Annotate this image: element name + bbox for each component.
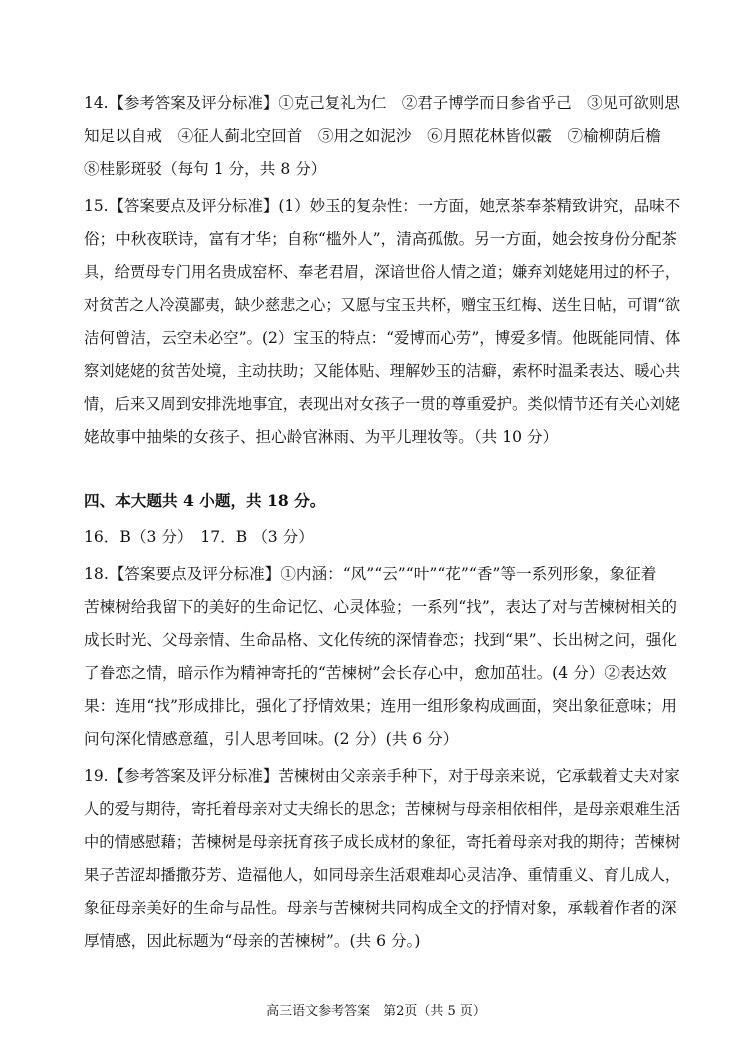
q19-line-4: 果子苦涩却播撒芬芳、造福他人，如同母亲生活艰难却心灵洁净、重情重义、育儿成人， [84, 866, 681, 884]
answer-q16-q17: 16．B（3 分） 17．B （3 分） [84, 528, 314, 546]
q18-line-4: 了眷恋之情，暗示作为精神寄托的“苦楝树”会长存心中，愈加茁壮。(4 分）②表达效 [84, 664, 667, 682]
q19-line-6: 厚情感，因此标题为“母亲的苦楝树”。(共 6 分。) [84, 932, 421, 950]
q15-line-5: 洁何曾洁，云空未必空”。(2）宝玉的特点：“爱博而心劳”，博爱多情。他既能同情、体 [84, 329, 681, 347]
q19-line-3: 中的情感慰藉；苦楝树是母亲抚育孩子成长成材的象征，寄托着母亲对我的期待；苦楝树 [84, 833, 681, 851]
q15-line-6: 察刘姥姥的贫苦处境，主动扶助；又能体贴、理解妙玉的洁癖，索杯时温柔表达、暖心共 [84, 362, 681, 380]
q15-line-3: 具，给贾母专门用名贵成窑杯、奉老君眉，深谙世俗人情之道；嫌弃刘姥姥用过的杯子， [84, 263, 681, 281]
q18-line-2: 苦楝树给我留下的美好的生命记忆、心灵体验；一系列“找”，表达了对与苦楝树相关的 [84, 598, 677, 616]
q18-line-5: 果：连用“找”形成排比，强化了抒情效果；连用一组形象构成画面，突出象征意味；用 [84, 697, 677, 715]
q14-line-2: 知足以自戒 ④征人蓟北空回首 ⑤用之如泥沙 ⑥月照花林皆似霰 ⑦榆柳荫后檐 [84, 127, 661, 145]
q18-line-6: 问句深化情感意蕴，引人思考回味。(2 分）(共 6 分） [84, 730, 459, 748]
q15-line-4: 对贫苦之人冷漠鄙夷，缺少慈悲之心；又愿与宝玉共杯，赠宝玉红梅、送生日帖，可谓“欲 [84, 296, 681, 314]
q19-line-2: 人的爱与期待，寄托着母亲对丈夫绵长的思念；苦楝树与母亲相依相伴，是母亲艰难生活 [84, 800, 681, 818]
q15-line-8: 姥故事中抽柴的女孩子、担心龄官淋雨、为平儿理妆等。（共 10 分） [84, 428, 559, 446]
q18-line-3: 成长时光、父母亲情、生命品格、文化传统的深情眷恋；找到“果”、长出树之问，强化 [84, 631, 677, 649]
q15-line-1: 15.【答案要点及评分标准】(1）妙玉的复杂性：一方面，她烹茶奉茶精致讲究，品味不 [84, 197, 681, 215]
q14-line-3: ⑧桂影斑驳（每句 1 分，共 8 分） [84, 160, 327, 178]
q18-line-1: 18.【答案要点及评分标准】①内涵：“风”“云”“叶”“花”“香”等一系列形象，象征着 [84, 565, 657, 583]
section-4-heading: 四、本大题共 4 小题，共 18 分。 [84, 491, 326, 510]
q19-line-5: 象征母亲美好的生命与品性。母亲与苦楝树共同构成全文的抒情对象，承载着作者的深 [84, 899, 677, 917]
q14-line-1: 14.【参考答案及评分标准】①克己复礼为仁 ②君子博学而日参省乎己 ③见可欲则思 [84, 94, 680, 112]
page-footer: 高三语文参考答案 第2页（共 5 页） [266, 1004, 486, 1019]
q15-line-7: 情，后来又周到安排洗地事宜，表现出对女孩子一贯的尊重爱护。类似情节还有关心刘姥 [84, 395, 681, 413]
q15-line-2: 俗；中秋夜联诗，富有才华；自称“槛外人”，清高孤傲。另一方面，她会按身份分配茶 [84, 230, 677, 248]
q19-line-1: 19.【参考答案及评分标准】苦楝树由父亲亲手种下，对于母亲来说，它承载着丈夫对家 [84, 767, 680, 785]
